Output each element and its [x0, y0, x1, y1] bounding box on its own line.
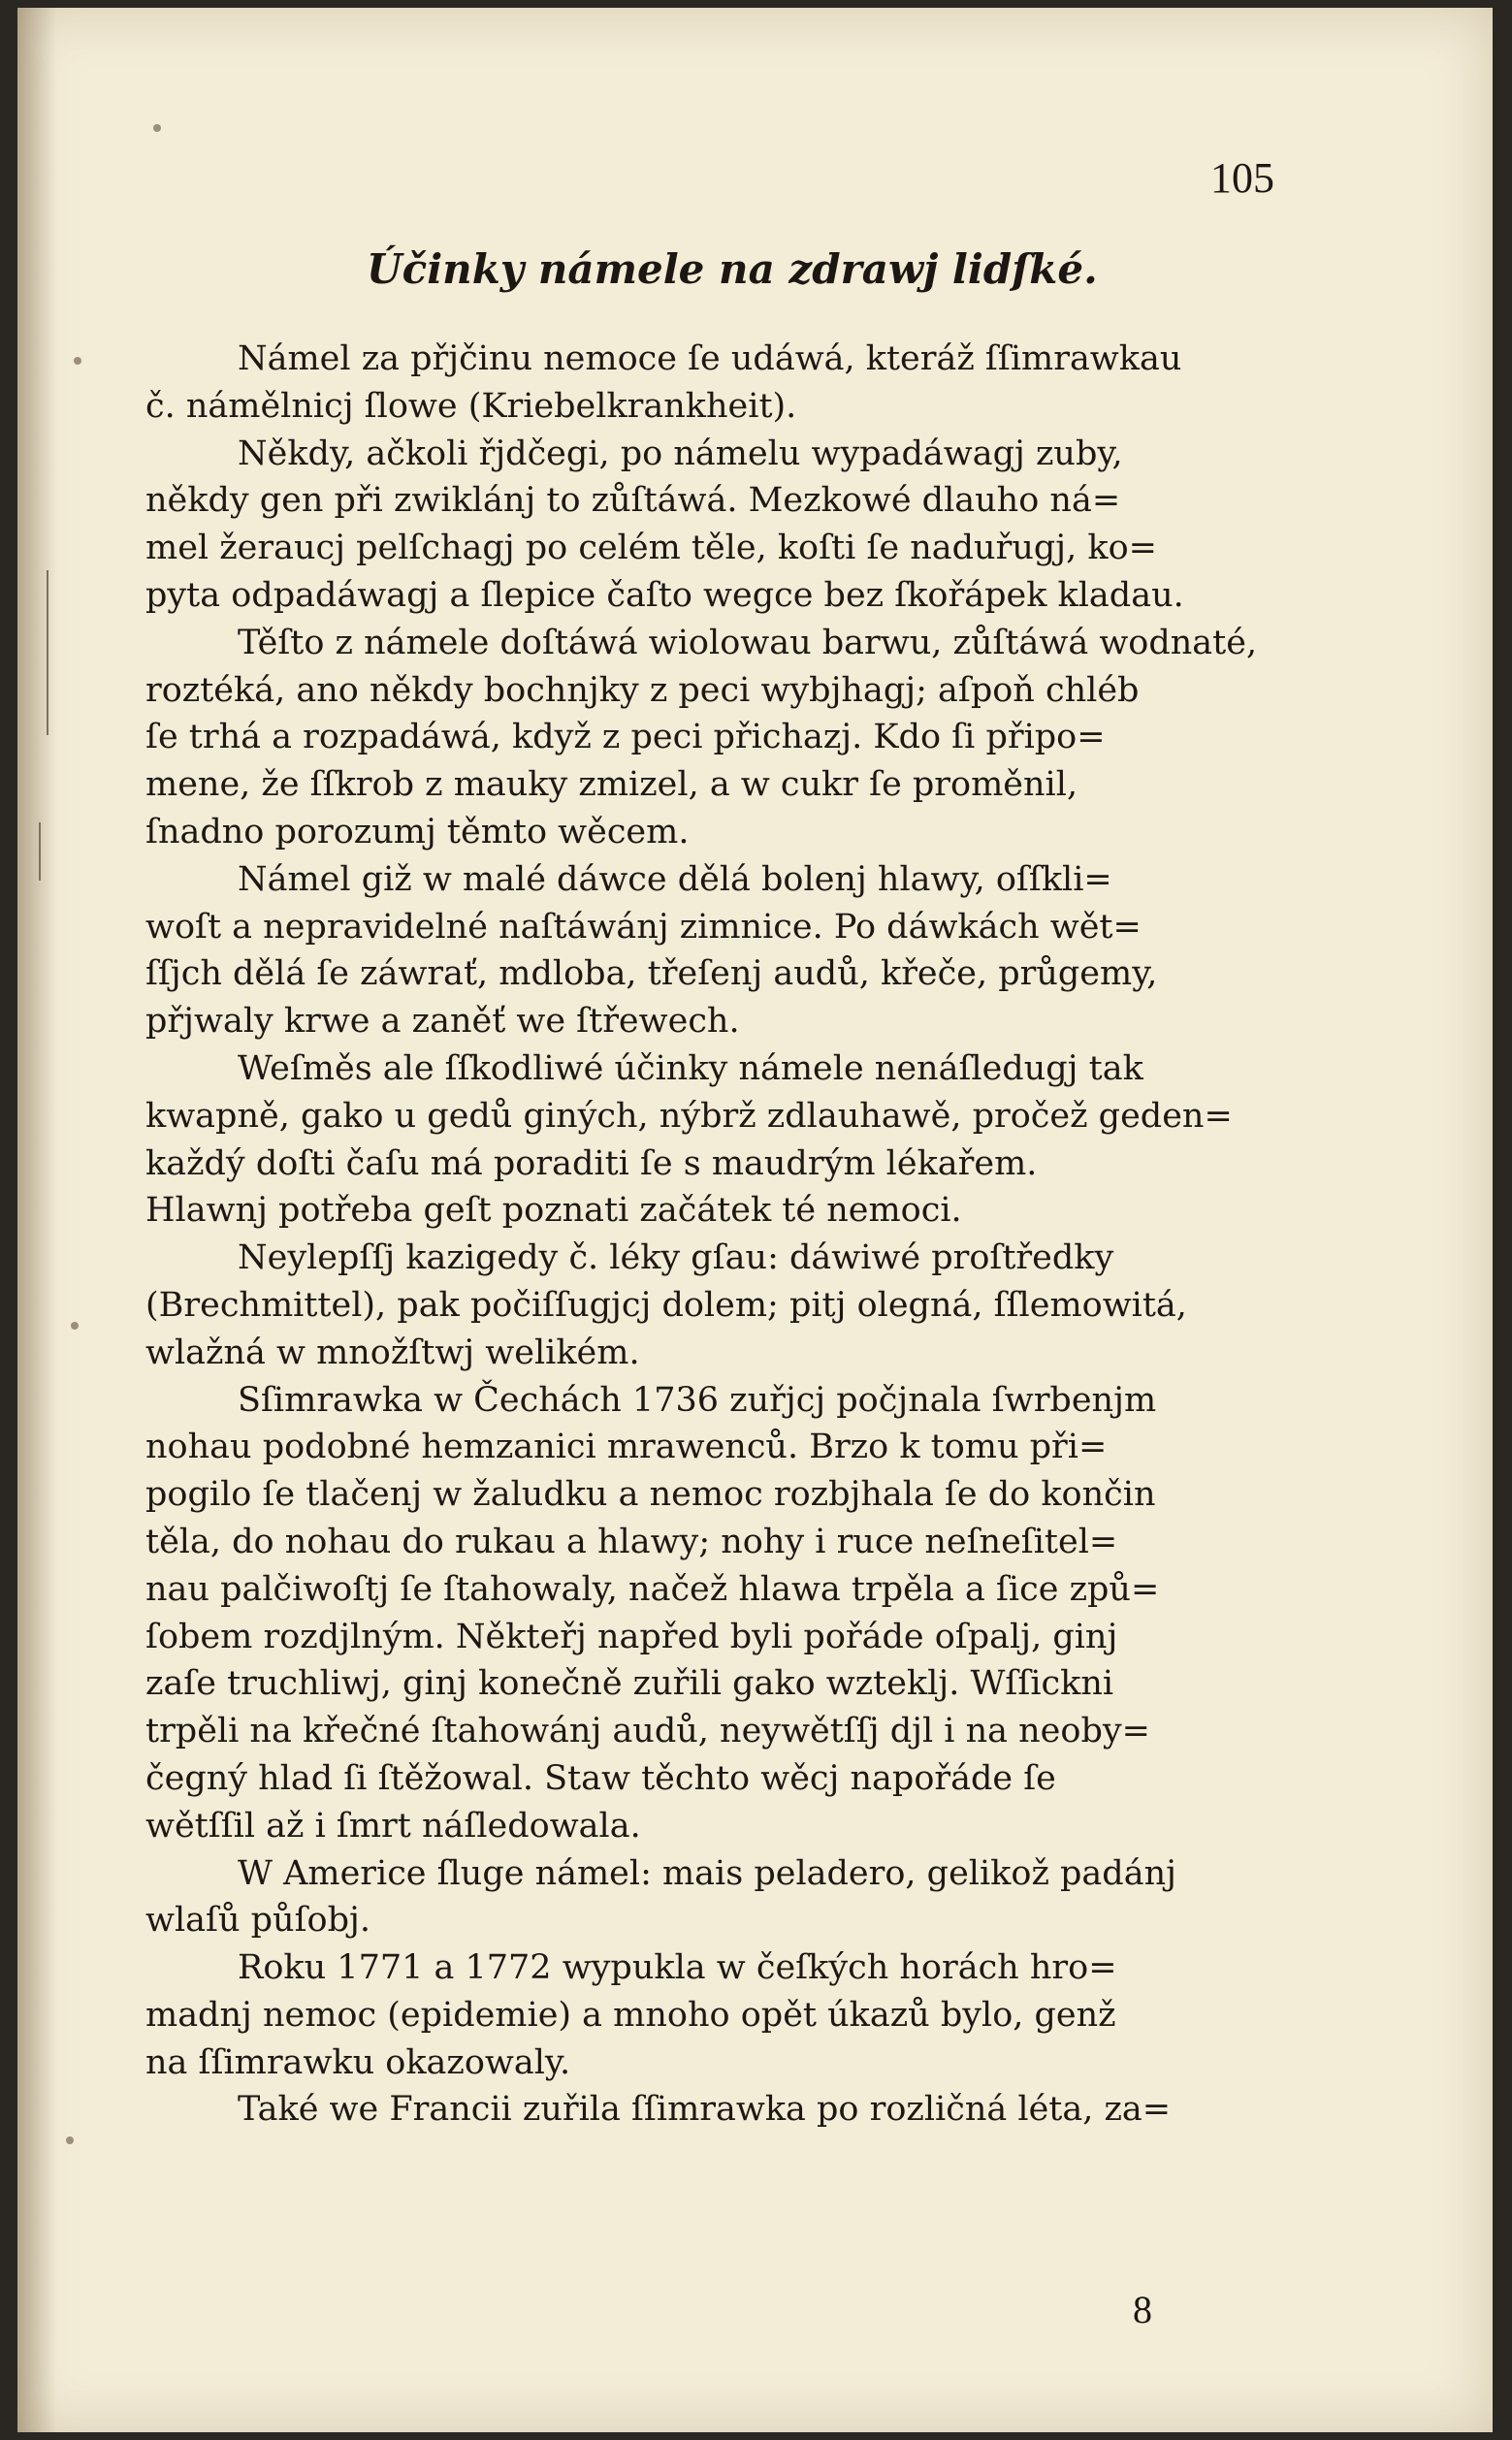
- text-line: wlažná w množſtwj welikém.: [145, 1332, 640, 1372]
- text-line: zaſe truchliwj, ginj konečně zuřili gako wzteklj. Wſſickni: [145, 1664, 1114, 1704]
- text-line: Sſimrawka w Čechách 1736 zuřjcj počjnala ſwrbenjm: [238, 1380, 1157, 1420]
- text-line: Námel giž w malé dáwce dělá bolenj hlawy, oſſkli=: [238, 859, 1112, 899]
- page-number: 105: [1210, 154, 1274, 202]
- margin-speck: [153, 124, 161, 132]
- text-line: wlaſů půſobj.: [145, 1901, 370, 1941]
- text-line: ſe trhá a rozpadáwá, když z peci přichazj. Kdo ſi připo=: [145, 718, 1106, 757]
- text-line: roztéká, ano někdy bochnjky z peci wybjhagj; aſpoň chléb: [145, 670, 1140, 710]
- text-line: trpěli na křečné ſtahowánj audů, neywětſſj djl i na neoby=: [145, 1712, 1150, 1751]
- text-line: ſſjch dělá ſe záwrať, mdloba, třeſenj audů, křeče, průgemy,: [145, 954, 1158, 994]
- text-line: ſobem rozdjlným. Někteřj napřed byli pořáde oſpalj, ginj: [145, 1617, 1118, 1656]
- text-line: pogilo ſe tlačenj w žaludku a nemoc rozbjhala ſe do končin: [145, 1475, 1156, 1515]
- text-line: woſt a nepravidelné naſtáwánj zimnice. Po dáwkách wět=: [145, 907, 1142, 947]
- margin-pencil-mark: [47, 570, 48, 735]
- text-line: č. námělnicj ſlowe (Kriebelkrankheit).: [145, 386, 797, 426]
- text-line: Námel za přjčinu nemoce ſe udáwá, kteráž ſſimrawkau: [238, 339, 1182, 378]
- text-line: (Brechmittel), pak počiſſugjcj dolem; pitj olegná, ſſlemowitá,: [145, 1285, 1187, 1325]
- text-line: Weſměs ale ſſkodliwé účinky námele nenáſledugj tak: [238, 1048, 1143, 1088]
- text-line: čegný hlad ſi ſtěžowal. Staw těchto wěcj napořáde ſe: [145, 1758, 1056, 1798]
- book-page: [17, 8, 1493, 2432]
- text-line: mene, že ſſkrob z mauky zmizel, a w cukr ſe proměnil,: [145, 765, 1078, 805]
- margin-pencil-mark: [39, 822, 41, 881]
- text-line: přjwaly krwe a zaněť we ſtřewech.: [145, 1002, 740, 1042]
- page-spine-shadow: [17, 8, 56, 2432]
- margin-speck: [71, 1322, 79, 1330]
- text-line: madnj nemoc (epidemie) a mnoho opět úkazů bylo, genž: [145, 1995, 1116, 2035]
- text-line: wětſſil až i ſmrt náſledowala.: [145, 1806, 641, 1846]
- body-text: [145, 336, 1295, 2134]
- text-line: někdy gen při zwiklánj to zůſtáwá. Mezkowé dlauho ná=: [145, 481, 1121, 521]
- text-line: nau palčiwoſtj ſe ſtahowaly, načež hlawa trpěla a ſice způ=: [145, 1569, 1160, 1609]
- text-line: Těſto z námele doſtáwá wiolowau barwu, zůſtáwá wodnaté,: [238, 623, 1258, 662]
- margin-speck: [74, 357, 81, 365]
- text-line: každý doſti čaſu má poraditi ſe s maudrým lékařem.: [145, 1143, 1038, 1183]
- text-line: nohau podobné hemzanici mrawenců. Brzo k tomu při=: [145, 1428, 1108, 1467]
- text-line: mel žeraucj pelſchagj po celém těle, koſti ſe naduřugj, ko=: [145, 529, 1157, 568]
- text-line: Také we Francii zuřila ſſimrawka po rozličná léta, za=: [238, 2090, 1172, 2130]
- signature-mark: 8: [1133, 2288, 1152, 2331]
- text-line: kwapně, gako u gedů giných, nýbrž zdlauhawě, pročež geden=: [145, 1096, 1233, 1136]
- text-line: Roku 1771 a 1772 wypukla w čeſkých horách hro=: [238, 1948, 1117, 1988]
- text-line: Neylepſſj kazigedy č. léky gſau: dáwiwé proſtředky: [238, 1238, 1114, 1278]
- text-line: pyta odpadáwagj a ſlepice čaſto wegce bez ſkořápek kladau.: [145, 575, 1184, 615]
- text-line: Hlawnj potřeba geſt poznati začátek té nemoci.: [145, 1191, 962, 1231]
- chapter-heading: Účinky námele na zdrawj lidſké.: [367, 245, 1098, 293]
- text-line: W Americe ſluge námel: mais peladero, gelikož padánj: [238, 1853, 1176, 1893]
- text-line: ſnadno porozumj těmto wěcem.: [145, 812, 690, 851]
- margin-speck: [66, 2136, 74, 2144]
- text-line: na ſſimrawku okazowaly.: [145, 2042, 571, 2082]
- text-line: Někdy, ačkoli řjdčegi, po námelu wypadáwagj zuby,: [238, 433, 1123, 473]
- text-line: těla, do nohau do rukau a hlawy; nohy i ruce neſneſitel=: [145, 1522, 1118, 1561]
